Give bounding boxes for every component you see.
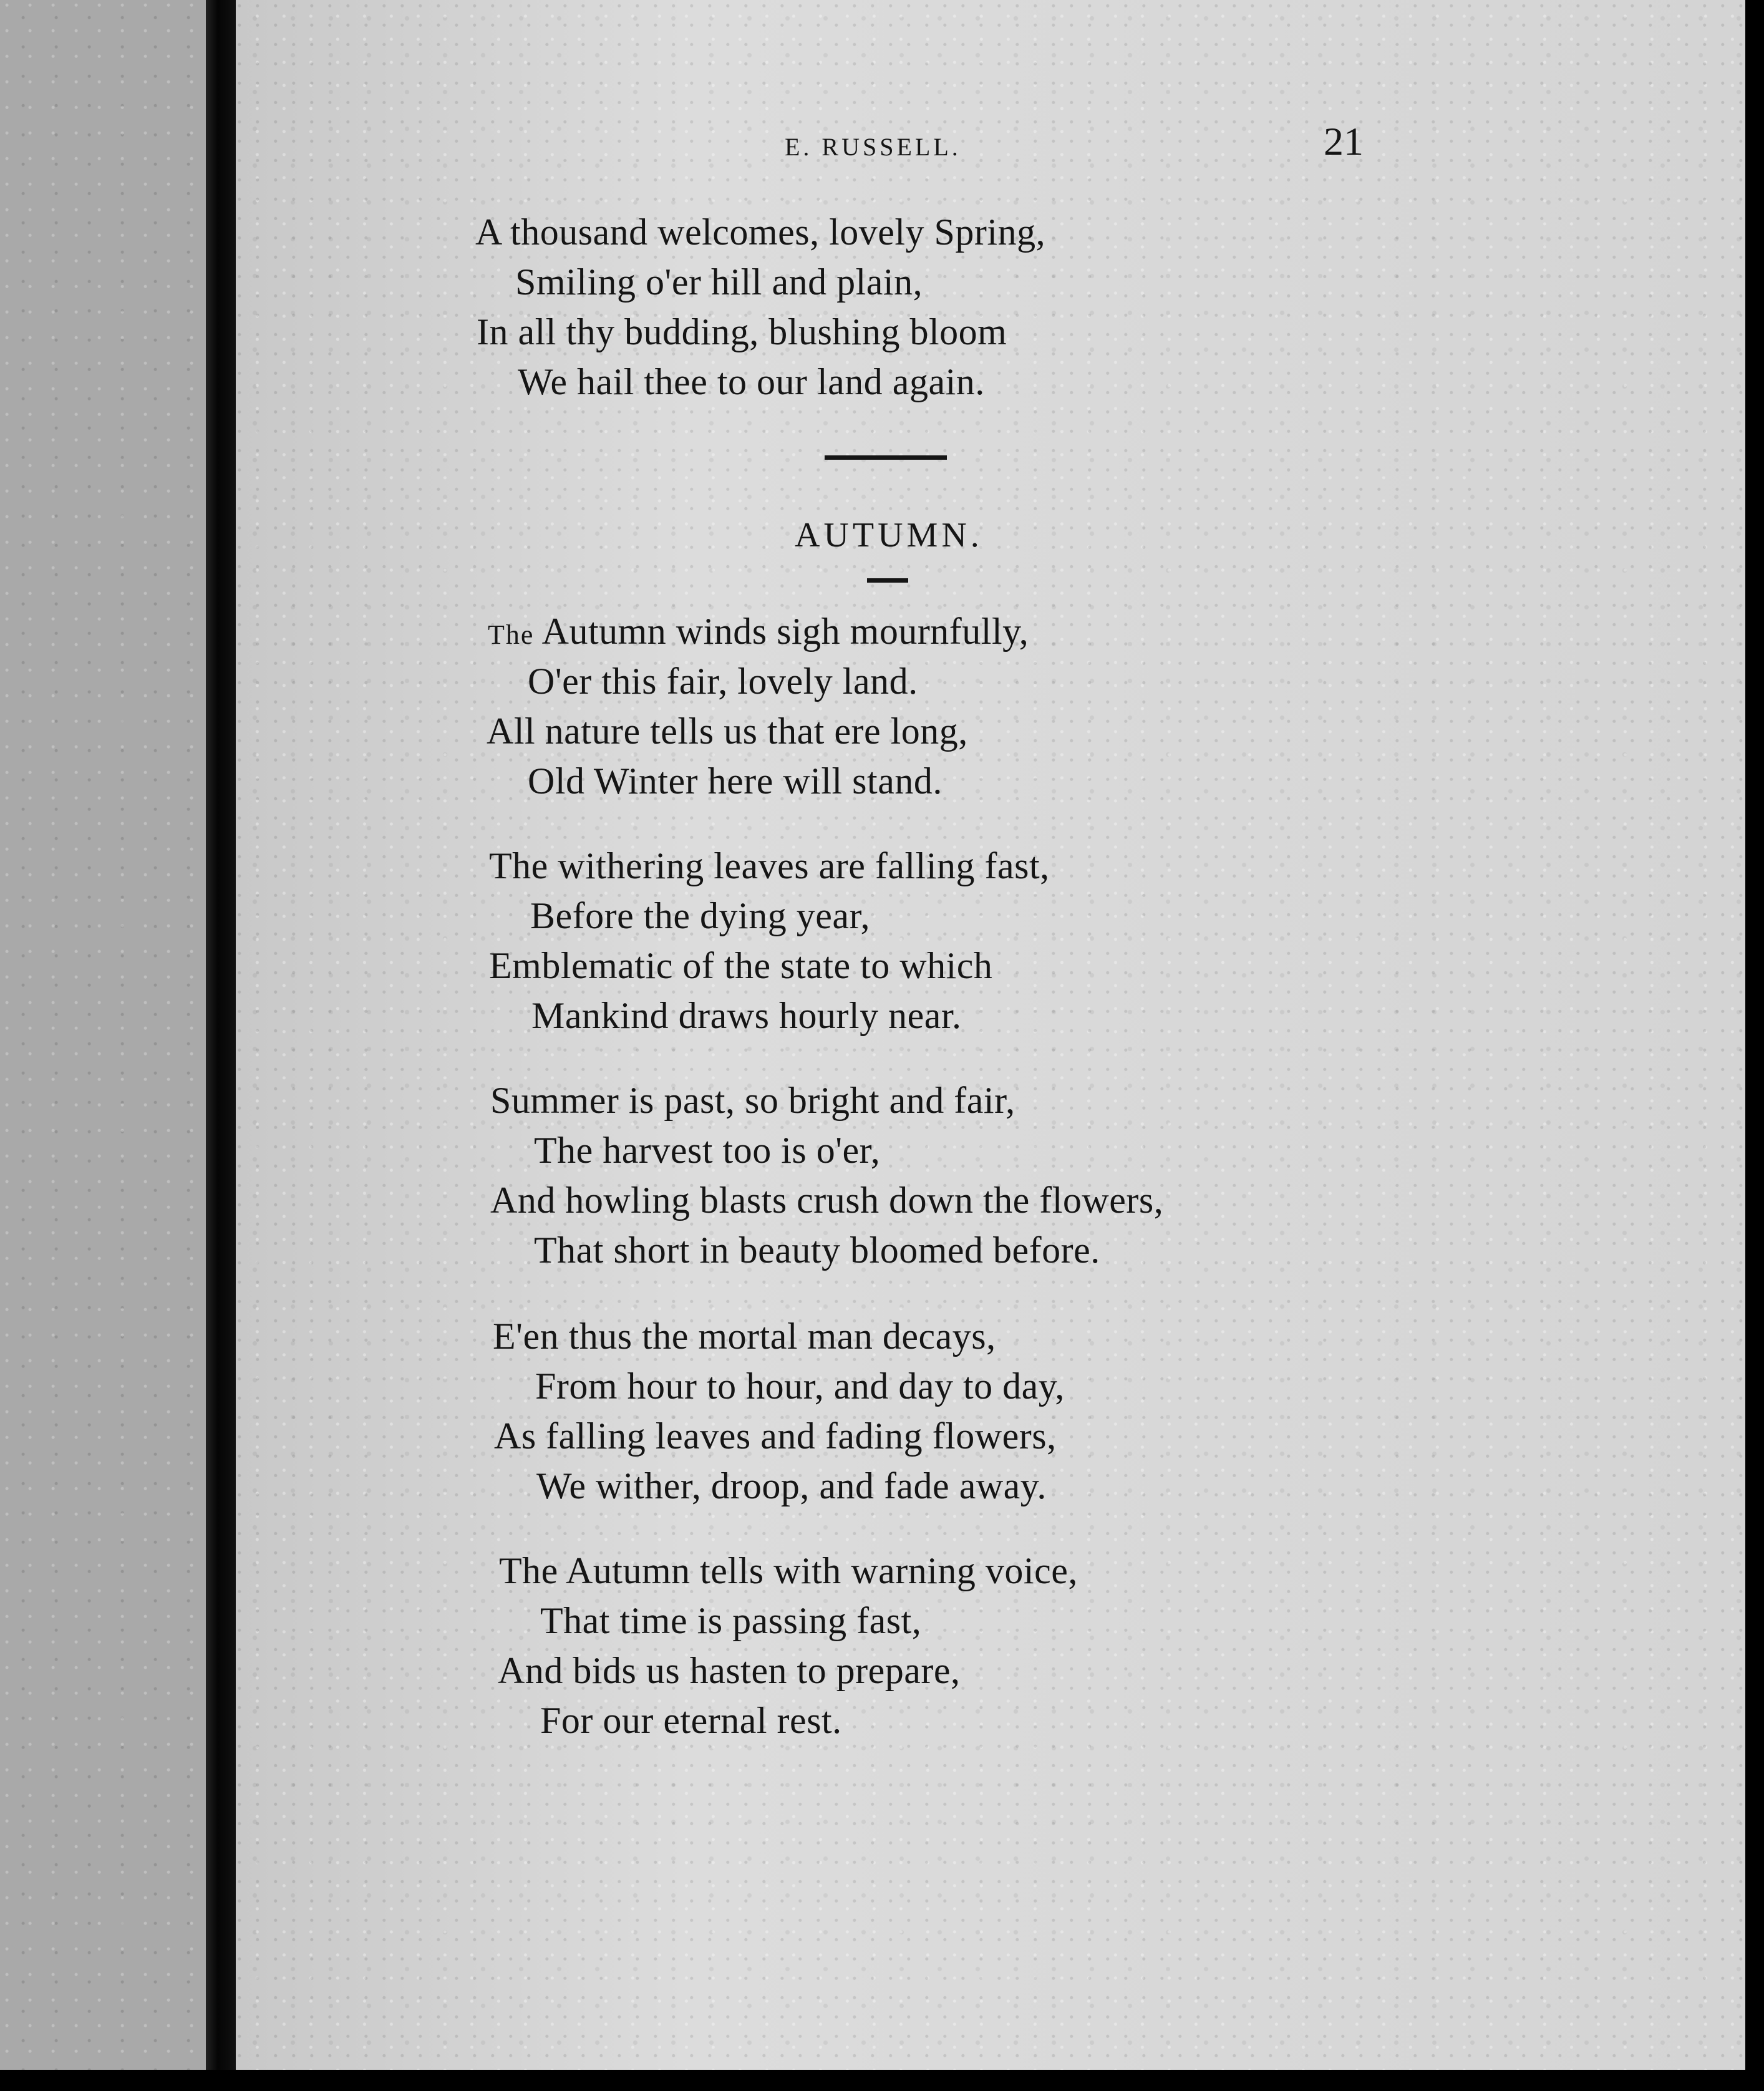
poem-line: For our eternal rest. xyxy=(540,1700,842,1741)
poem-line: A thousand welcomes, lovely Spring, xyxy=(475,211,1046,253)
poem-line: In all thy budding, blushing bloom xyxy=(477,311,1007,352)
poem-line: From hour to hour, and day to day, xyxy=(535,1366,1065,1407)
poem-line: As falling leaves and fading flowers, xyxy=(494,1415,1057,1457)
page-number: 21 xyxy=(1324,119,1364,163)
poem-line: That short in beauty bloomed before. xyxy=(534,1230,1100,1271)
poem-line: And bids us hasten to prepare, xyxy=(498,1650,961,1691)
facing-page-edge xyxy=(0,0,206,2091)
title-rule xyxy=(867,578,908,583)
drop-word: The xyxy=(488,619,535,650)
poem-line: We wither, droop, and fade away. xyxy=(536,1465,1047,1506)
poem-line: Before the dying year, xyxy=(530,895,871,936)
poem-line: The harvest too is o'er, xyxy=(534,1130,881,1171)
running-head: E. RUSSELL. xyxy=(785,133,961,161)
book-spine xyxy=(206,0,236,2091)
poem-title: AUTUMN. xyxy=(795,516,983,555)
poem-line: E'en thus the mortal man decays, xyxy=(493,1316,996,1357)
poem-line: All nature tells us that ere long, xyxy=(487,711,968,752)
poem-line: Smiling o'er hill and plain, xyxy=(515,261,923,303)
poem-line: Emblematic of the state to which xyxy=(489,945,993,986)
poem-line: The Autumn tells with warning voice, xyxy=(499,1550,1078,1591)
scan-border-right xyxy=(1745,0,1764,2091)
poem-line: And howling blasts crush down the flowers, xyxy=(490,1180,1164,1221)
section-divider xyxy=(825,455,947,460)
poem-line: We hail thee to our land again. xyxy=(518,361,985,402)
poem-line-first xyxy=(488,610,1029,653)
poem-line: O'er this fair, lovely land. xyxy=(528,661,918,702)
poem-line: Old Winter here will stand. xyxy=(528,760,943,802)
poem-line: Mankind draws hourly near. xyxy=(531,995,962,1036)
poem-line: The withering leaves are falling fast, xyxy=(489,845,1050,886)
scan-border-bottom xyxy=(0,2070,1764,2091)
poem-line: Summer is past, so bright and fair, xyxy=(490,1080,1015,1121)
poem-line: That time is passing fast, xyxy=(540,1600,922,1641)
first-line-text: Autumn winds sigh mournfully, xyxy=(541,611,1029,652)
